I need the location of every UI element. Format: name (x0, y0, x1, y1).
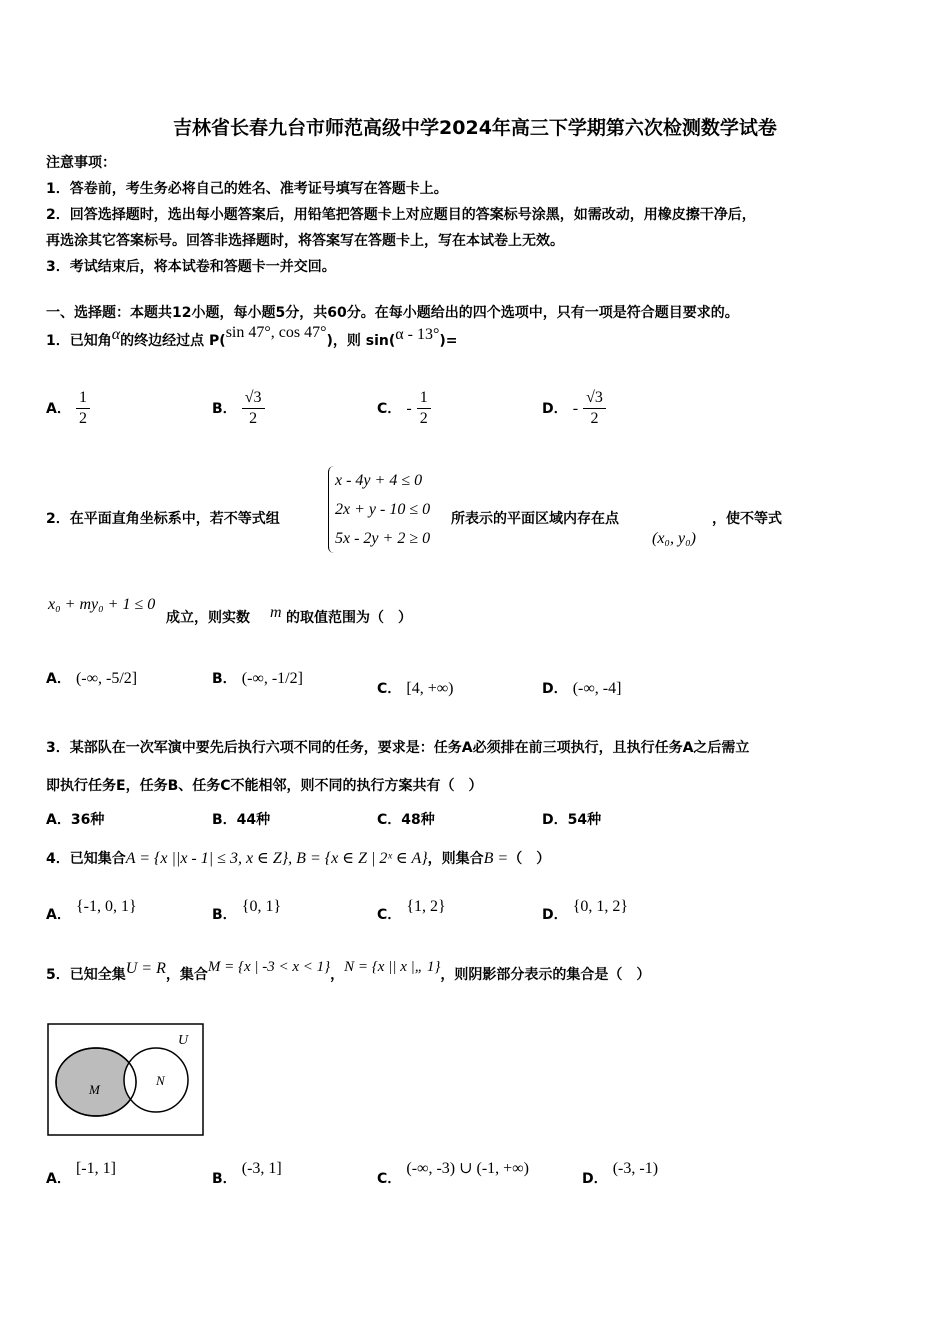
sign: - (406, 400, 412, 417)
q4-text: 4．已知集合 (46, 851, 126, 867)
q1-option-a[interactable] (46, 388, 90, 429)
q5-text: ，则阴影部分表示的集合是（ ） (440, 967, 651, 983)
notice-heading: 注意事项： (46, 155, 116, 171)
numerator: √3 (583, 388, 606, 409)
q5-option-c[interactable] (377, 1160, 529, 1188)
denominator: 2 (419, 410, 428, 427)
denominator: 2 (249, 410, 258, 427)
q1-option-c[interactable] (377, 388, 431, 429)
q2-option-b[interactable] (212, 668, 303, 688)
option-label: A． (46, 1171, 71, 1187)
option-text: (-∞, -4] (572, 680, 622, 697)
q1-text: )= (439, 333, 458, 349)
option-label: A． (46, 907, 71, 923)
q2-text: 所表示的平面区域内存在点 (451, 511, 619, 527)
fraction (417, 388, 431, 429)
option-label: B． (212, 401, 237, 417)
q2-option-a[interactable] (46, 668, 137, 688)
option-text: [4, +∞) (406, 680, 454, 697)
page-title: 吉林省长春九台市师范高级中学2024年高三下学期第六次检测数学试卷 (173, 117, 777, 139)
denominator: 2 (590, 410, 599, 427)
option-label: C． (377, 907, 402, 923)
notice-item: 再选涂其它答案标号。回答非选择题时，将答案写在答题卡上，写在本试卷上无效。 (46, 233, 564, 249)
question-4 (46, 848, 550, 868)
denominator: 2 (78, 410, 87, 427)
q4-option-b[interactable] (212, 898, 282, 924)
option-label: D． (542, 812, 568, 828)
q1-option-d[interactable] (542, 388, 606, 429)
option-label: A． (46, 401, 71, 417)
label-n: N (156, 1073, 165, 1088)
option-text: (-∞, -3) ∪ (-1, +∞) (406, 1160, 529, 1177)
q1-point: sin 47°, cos 47° (225, 324, 327, 341)
option-label: C． (377, 681, 402, 697)
option-label: A． (46, 812, 71, 828)
option-label: B． (212, 812, 237, 828)
q1-text: )，则 sin( (326, 333, 396, 349)
q5-m: M = {x | -3 < x < 1} (207, 959, 331, 975)
fraction (76, 388, 90, 429)
option-label: D． (582, 1171, 608, 1187)
q1-alpha: α (111, 326, 121, 343)
question-5 (46, 959, 651, 984)
q2-text: 成立，则实数 (166, 610, 250, 626)
numerator: 1 (76, 388, 90, 409)
option-label: D． (542, 907, 568, 923)
notice-item: 3．考试结束后，将本试卷和答题卡一并交回。 (46, 259, 336, 275)
fraction (583, 388, 606, 429)
option-text: (-∞, -5/2] (75, 670, 138, 687)
option-text: 36种 (70, 812, 105, 828)
q5-text: ，集合 (165, 967, 208, 983)
option-text: {0, 1} (241, 898, 282, 915)
option-text: (-∞, -1/2] (241, 670, 303, 687)
q2-inequality-system (328, 466, 430, 553)
q5-u: U = R (125, 960, 166, 977)
notice-item: 1．答卷前，考生务必将自己的姓名、准考证号填写在答题卡上。 (46, 181, 448, 197)
option-text: {0, 1, 2} (572, 898, 629, 915)
label-m: M (89, 1082, 100, 1097)
q4-text: （ ） (508, 851, 551, 867)
q2-ineq: x₀ + my₀ + 1 ≤ 0 (48, 596, 156, 613)
label-u: U (178, 1033, 189, 1048)
option-text: 48种 (401, 812, 435, 828)
venn-diagram (46, 1022, 206, 1138)
inequality: 2x + y - 10 ≤ 0 (335, 501, 431, 518)
option-label: A． (46, 671, 71, 687)
q1-text: 1．已知角 (46, 333, 112, 349)
section-heading: 一、选择题：本题共12小题，每小题5分，共60分。在每小题给出的四个选项中，只有一项是符合题目要求的。 (46, 305, 739, 321)
q1-option-b[interactable] (212, 388, 265, 429)
q5-text: ， (330, 967, 345, 983)
q3-option-c[interactable] (377, 809, 435, 829)
q3-text: 即执行任务E，任务B、任务C不能相邻，则不同的执行方案共有（ ） (46, 778, 483, 794)
q5-option-d[interactable] (582, 1160, 659, 1188)
q4-sets: A = {x ||x - 1| ≤ 3, x ∈ Z}, B = {x ∈ Z | 2ˣ ∈ A} (125, 850, 428, 867)
option-label: B． (212, 1171, 237, 1187)
q3-text: 3．某部队在一次军演中要先后执行六项不同的任务，要求是：任务A必须排在前三项执行，且执行任务A之后需立 (46, 740, 750, 756)
numerator: √3 (242, 388, 265, 409)
q5-n: N = {x || x |„ 1} (344, 959, 441, 975)
q4-text: ，则集合 (427, 851, 484, 867)
q4-option-d[interactable] (542, 898, 629, 924)
q2-text: ，使不等式 (712, 511, 782, 527)
option-label: C． (377, 401, 402, 417)
option-label: C． (377, 812, 402, 828)
inequality: x - 4y + 4 ≤ 0 (335, 472, 423, 489)
numerator: 1 (417, 388, 431, 409)
option-label: B． (212, 671, 237, 687)
q4-option-c[interactable] (377, 898, 446, 924)
option-label: D． (542, 681, 568, 697)
q2-option-d[interactable] (542, 678, 621, 698)
q1-text: 的终边经过点 P( (120, 333, 226, 349)
notice-item: 2．回答选择题时，选出每小题答案后，用铅笔把答题卡上对应题目的答案标号涂黑，如需改动，用橡皮擦干净后， (46, 207, 756, 223)
option-label: B． (212, 907, 237, 923)
option-text: {1, 2} (406, 898, 446, 915)
option-label: D． (542, 401, 568, 417)
q2-point: (x₀, y₀) (652, 530, 696, 547)
q3-option-d[interactable] (542, 809, 601, 829)
q5-option-b[interactable] (212, 1160, 282, 1188)
option-text: 54种 (567, 812, 602, 828)
q3-option-a[interactable] (46, 809, 104, 829)
q2-text: 2．在平面直角坐标系中，若不等式组 (46, 511, 280, 527)
option-text: 44种 (236, 812, 271, 828)
q2-option-c[interactable] (377, 678, 453, 698)
sign: - (572, 400, 579, 417)
q1-arg: α - 13° (395, 326, 440, 343)
fraction (242, 388, 265, 429)
q5-option-a[interactable] (46, 1160, 116, 1188)
q3-option-b[interactable] (212, 809, 270, 829)
q4-option-a[interactable] (46, 898, 137, 924)
option-text: (-3, 1] (241, 1160, 282, 1177)
q2-text: 的取值范围为（ ） (286, 610, 412, 626)
question-1 (46, 324, 458, 350)
option-text: [-1, 1] (75, 1160, 116, 1177)
option-text: {-1, 0, 1} (75, 898, 137, 915)
inequality: 5x - 2y + 2 ≥ 0 (335, 530, 431, 547)
q4-b: B = (483, 850, 509, 867)
q2-m: m (270, 604, 282, 621)
option-label: C． (377, 1171, 402, 1187)
q5-text: 5．已知全集 (46, 967, 126, 983)
option-text: (-3, -1) (612, 1160, 659, 1177)
